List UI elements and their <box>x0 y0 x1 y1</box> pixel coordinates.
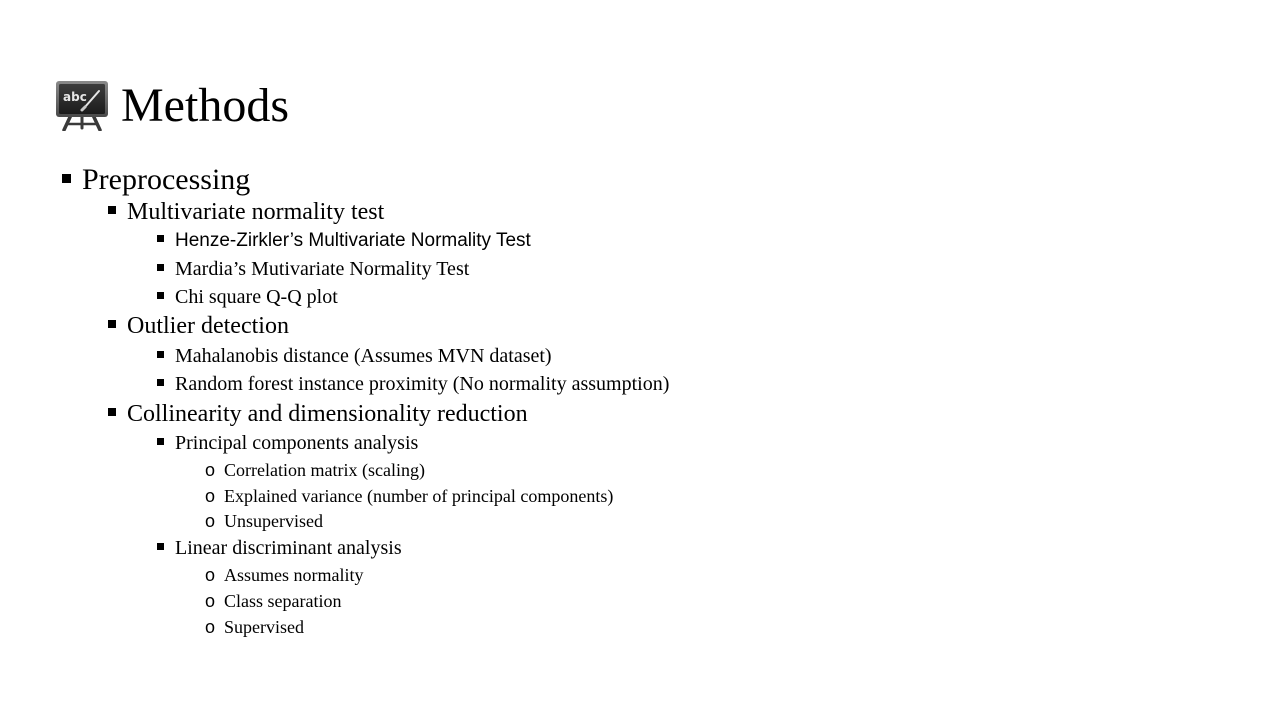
bullet-item-level-4 <box>205 591 342 612</box>
bullet-text: Unsupervised <box>224 511 323 531</box>
circle-bullet-icon: o <box>205 591 216 611</box>
bullet-text: Class separation <box>224 591 342 611</box>
bullet-text: Chi square Q-Q plot <box>175 286 338 308</box>
circle-bullet-icon: o <box>205 486 216 506</box>
bullet-text: Random forest instance proximity (No normality assumption) <box>175 373 670 395</box>
bullet-text: Outlier detection <box>127 313 289 339</box>
bullet-text: Explained variance (number of principal components) <box>224 486 614 506</box>
bullet-item-level-3 <box>157 537 402 560</box>
bullet-text: Correlation matrix (scaling) <box>224 460 425 480</box>
chalkboard-abc-icon <box>55 77 109 131</box>
bullet-text: Multivariate normality test <box>127 199 385 225</box>
square-bullet-icon <box>157 438 164 445</box>
bullet-text: Principal components analysis <box>175 432 419 454</box>
square-bullet-icon <box>157 235 164 242</box>
bullet-item-level-4 <box>205 460 425 481</box>
slide-title: Methods <box>121 79 289 132</box>
square-bullet-icon <box>108 206 116 214</box>
title-row <box>55 72 289 136</box>
bullet-text: Henze-Zirkler’s Multivariate Normality Test <box>175 230 531 251</box>
bullet-item-level-3 <box>157 286 338 309</box>
square-bullet-icon <box>157 543 164 550</box>
bullet-item-level-3 <box>157 345 552 368</box>
svg-text:abc: abc <box>63 90 87 104</box>
circle-bullet-icon: o <box>205 460 216 480</box>
circle-bullet-icon: o <box>205 565 216 585</box>
bullet-text: Mahalanobis distance (Assumes MVN dataset) <box>175 345 552 367</box>
square-bullet-icon <box>157 379 164 386</box>
square-bullet-icon <box>62 174 71 183</box>
bullet-item-level-4 <box>205 486 613 507</box>
bullet-item-level-3 <box>157 230 531 252</box>
bullet-item-level-2 <box>108 313 289 340</box>
bullet-text: Collinearity and dimensionality reduction <box>127 401 528 427</box>
bullet-item-level-3 <box>157 373 669 396</box>
bullet-item-level-3 <box>157 432 418 455</box>
square-bullet-icon <box>157 351 164 358</box>
square-bullet-icon <box>108 320 116 328</box>
bullet-text: Supervised <box>224 617 305 637</box>
bullet-text: Mardia’s Mutivariate Normality Test <box>175 258 470 280</box>
square-bullet-icon <box>108 408 116 416</box>
square-bullet-icon <box>157 292 164 299</box>
circle-bullet-icon: o <box>205 617 216 637</box>
square-bullet-icon <box>157 264 164 271</box>
bullet-item-level-2 <box>108 199 384 226</box>
bullet-item-level-4 <box>205 565 364 586</box>
bullet-text: Assumes normality <box>224 565 364 585</box>
bullet-text: Preprocessing <box>82 163 251 196</box>
circle-bullet-icon: o <box>205 511 216 531</box>
bullet-item-level-1 <box>62 163 250 197</box>
bullet-item-level-3 <box>157 258 469 281</box>
bullet-item-level-4 <box>205 617 304 638</box>
bullet-item-level-4 <box>205 511 323 532</box>
bullet-item-level-2 <box>108 401 528 428</box>
bullet-text: Linear discriminant analysis <box>175 537 402 559</box>
